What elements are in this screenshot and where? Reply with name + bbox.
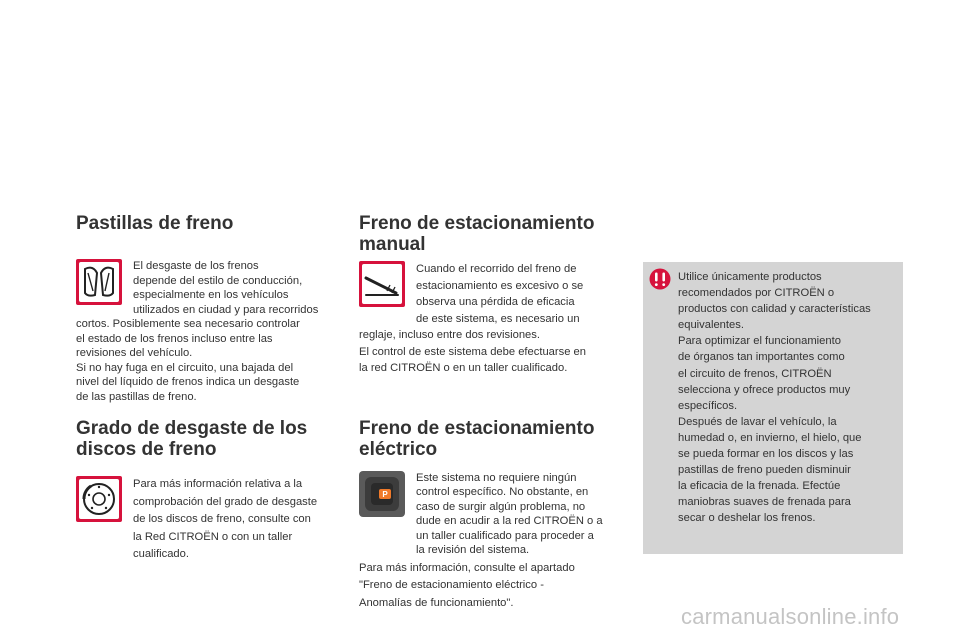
- brake-pads-text: [76, 317, 346, 404]
- text-line: control específico. No obstante, en: [416, 486, 589, 498]
- section-title-brake-pads: Pastillas de freno: [76, 213, 234, 234]
- text-line: estacionamiento es excesivo o se: [416, 279, 584, 292]
- title-line: Grado de desgaste de los: [76, 418, 308, 439]
- title-line: eléctrico: [359, 438, 438, 460]
- middle-column: [359, 213, 629, 612]
- warning-exclamation-icon: [649, 268, 671, 290]
- text-line: comprobación del grado de desgaste: [133, 495, 318, 508]
- text-line: cortos. Posiblemente sea necesario controlar: [76, 318, 300, 330]
- text-line: Anomalías de funcionamiento".: [359, 596, 514, 609]
- text-line: Para más información, consulte el apartado: [359, 561, 575, 574]
- text-line: secar o deshelar los frenos.: [678, 512, 816, 525]
- handbrake-lever-icon: [359, 261, 405, 307]
- left-column: [76, 213, 346, 564]
- title-line: Freno de estacionamiento: [359, 213, 595, 234]
- text-line: un taller cualificado para proceder a: [416, 529, 594, 542]
- section-title-electric-parking-brake: [359, 418, 629, 460]
- text-line: la revisión del sistema.: [416, 544, 530, 556]
- title-line: discos de freno: [76, 439, 217, 460]
- text-line: revisiones del vehículo.: [76, 347, 193, 359]
- text-line: caso de surgir algún problema, no: [416, 500, 586, 513]
- text-line: humedad o, en invierno, el hielo, que: [678, 431, 862, 444]
- text-line: Para optimizar el funcionamiento: [678, 335, 841, 348]
- text-line: equivalentes.: [678, 319, 744, 332]
- text-line: recomendados por CITROËN o: [678, 287, 835, 300]
- text-line: utilizados en ciudad y para recorridos: [133, 303, 319, 316]
- brake-pads-section: [76, 259, 346, 404]
- text-line: reglaje, incluso entre dos revisiones.: [359, 329, 540, 341]
- text-line: El desgaste de los frenos: [133, 260, 259, 272]
- text-line: especialmente en los vehículos: [133, 289, 289, 301]
- svg-text:P: P: [382, 489, 388, 499]
- title-line: manual: [359, 234, 426, 255]
- text-line: productos con calidad y características: [678, 303, 871, 316]
- electric-parking-brake-section: [359, 471, 629, 613]
- text-line: la Red CITROËN o con un taller: [133, 530, 293, 543]
- text-line: el estado de los frenos incluso entre las: [76, 332, 273, 345]
- manual-parking-brake-section: [359, 261, 629, 377]
- electric-parking-brake-switch-icon: [359, 471, 405, 517]
- text-line: el circuito de frenos, CITROËN: [678, 367, 832, 380]
- section-title-manual-parking-brake: [359, 213, 629, 255]
- text-line: Para más información relativa a la: [133, 478, 303, 490]
- text-line: Este sistema no requiere ningún: [416, 471, 577, 484]
- text-line: se pueda formar en los discos y las: [678, 448, 854, 461]
- text-line: Cuando el recorrido del freno de: [416, 263, 577, 275]
- title-line: Freno de estacionamiento: [359, 417, 595, 439]
- section-title-brake-discs: [76, 418, 346, 460]
- text-line: de las pastillas de freno.: [76, 390, 197, 403]
- text-line: la red CITROËN o en un taller cualificado.: [359, 362, 568, 374]
- warning-text: [678, 269, 871, 527]
- text-line: cualificado.: [133, 548, 189, 561]
- text-line: de los discos de freno, consulte con: [133, 513, 311, 526]
- text-line: observa una pérdida de eficacia: [416, 296, 575, 308]
- text-line: nivel del líquido de frenos indica un desgaste: [76, 376, 300, 388]
- text-line: El control de este sistema debe efectuarse en: [359, 345, 586, 358]
- text-line: de órganos tan importantes como: [678, 351, 845, 364]
- brake-disc-icon: [76, 476, 122, 522]
- text-line: la eficacia de la frenada. Efectúe: [678, 480, 841, 493]
- text-line: Si no hay fuga en el circuito, una bajada del: [76, 361, 294, 374]
- text-line: dude en acudir a la red CITROËN o a: [416, 515, 603, 527]
- electric-parking-brake-text: [359, 560, 629, 613]
- text-line: de este sistema, es necesario un: [416, 312, 580, 325]
- text-line: pastillas de freno pueden disminuir: [678, 464, 851, 477]
- text-line: maniobras suaves de frenada para: [678, 496, 851, 509]
- brake-discs-section: [76, 476, 346, 564]
- text-line: Después de lavar el vehículo, la: [678, 415, 837, 428]
- text-line: Utilice únicamente productos: [678, 271, 822, 283]
- brake-pads-icon: [76, 259, 122, 305]
- text-line: "Freno de estacionamiento eléctrico -: [359, 579, 544, 591]
- text-line: específicos.: [678, 399, 738, 412]
- watermark: carmanualsonline.info: [681, 604, 900, 629]
- text-line: selecciona y ofrece productos muy: [678, 383, 851, 396]
- warning-panel: [643, 262, 903, 554]
- manual-parking-brake-text: [359, 327, 629, 377]
- text-line: depende del estilo de conducción,: [133, 274, 303, 287]
